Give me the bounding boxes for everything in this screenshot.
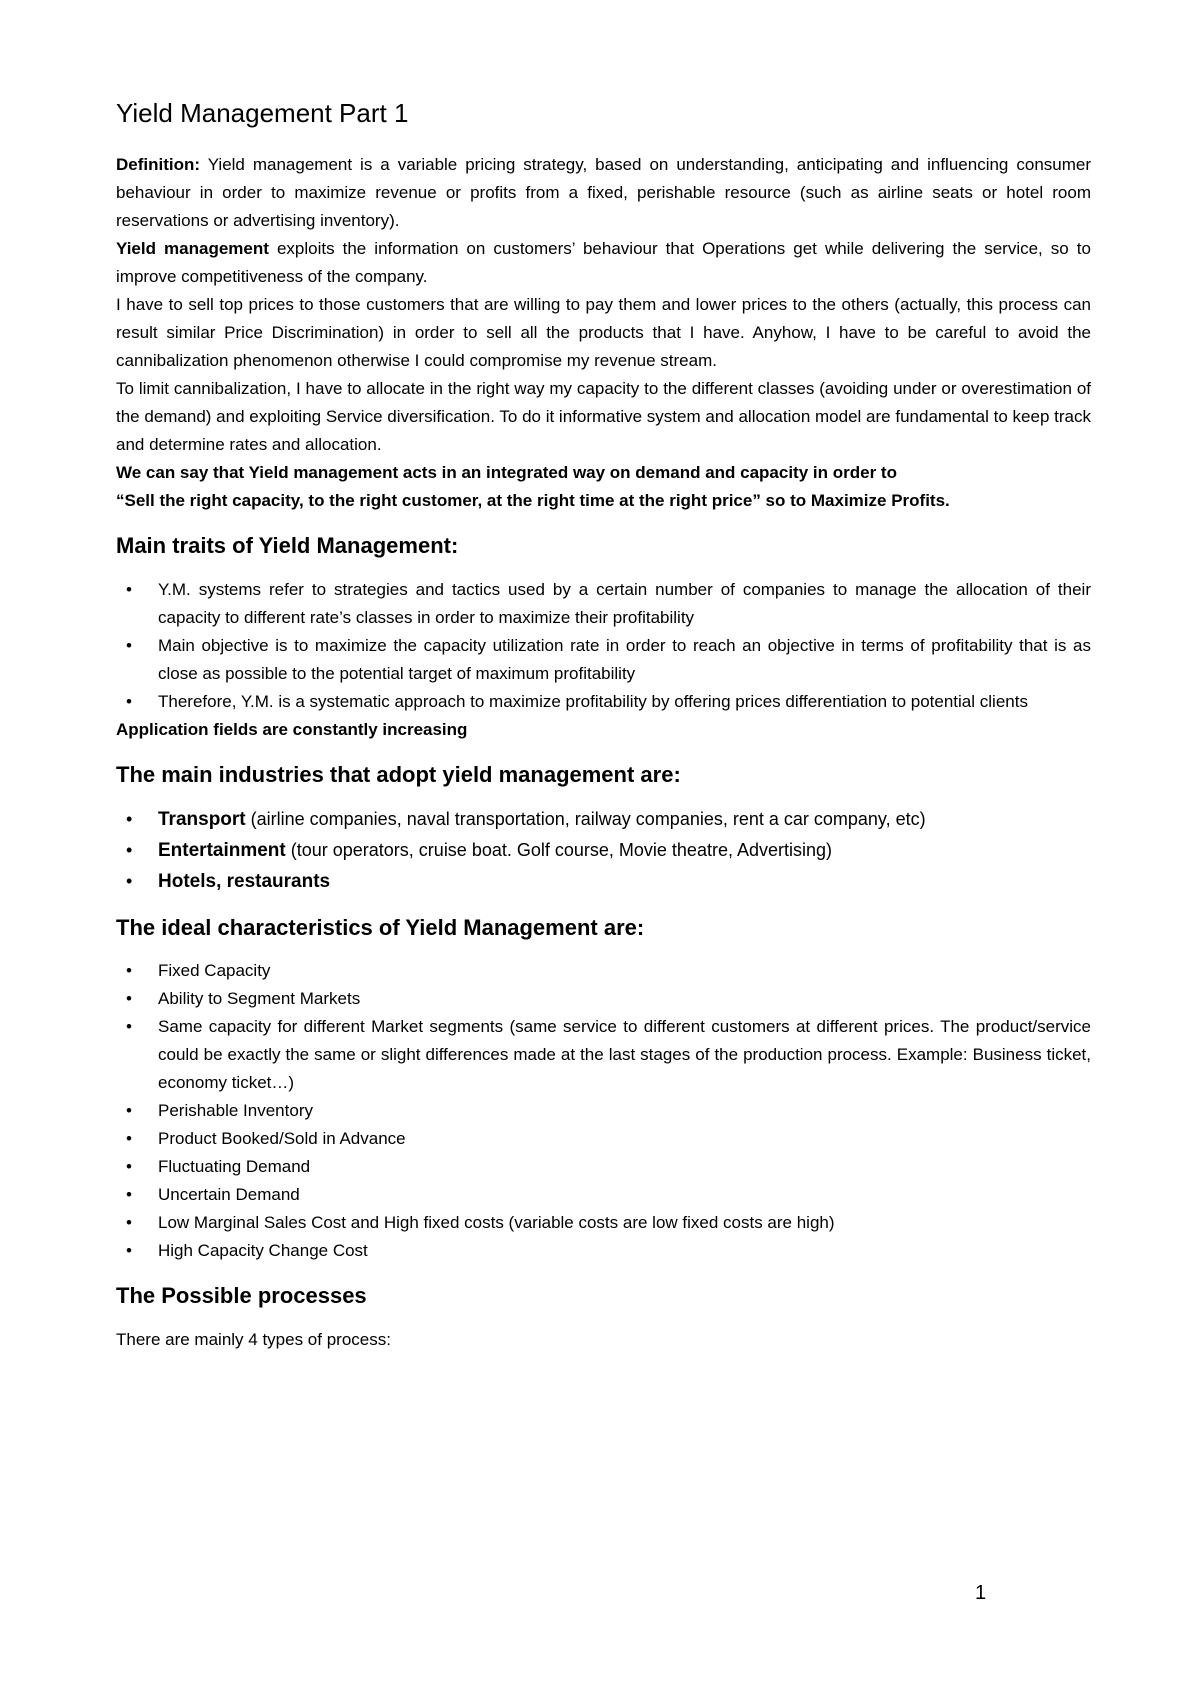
industries-list	[116, 804, 1091, 897]
list-item: • Main objective is to maximize the capacity utilization rate in order to reach an objective in terms of profitability that is as close as possible to the potential target of maximum profitability	[116, 632, 1091, 688]
industries-heading: The main industries that adopt yield management are:	[116, 761, 681, 787]
traits-heading: Main traits of Yield Management:	[116, 533, 459, 559]
exploits-label: Yield management	[116, 239, 269, 259]
list-item	[116, 866, 1091, 897]
list-item: • Perishable Inventory	[116, 1097, 1091, 1125]
list-item: • Ability to Segment Markets	[116, 985, 1091, 1013]
definition-text: Yield management is a variable pricing strategy, based on understanding, anticipating and influencing consumer behaviour in order to maximize revenue or profits from a fixed, perishable resource (such as airline seats or hotel room reservations or advertising inventory).	[116, 155, 1091, 231]
list-item: • Fluctuating Demand	[116, 1153, 1091, 1181]
traits-footer: Application fields are constantly increasing	[116, 719, 468, 739]
page-title: Yield Management Part 1	[116, 98, 409, 128]
traits-list	[116, 576, 1091, 716]
list-item: • Therefore, Y.M. is a systematic approach to maximize profitability by offering prices differentiation to potential clients	[116, 688, 1091, 716]
industry-detail: (airline companies, naval transportation, railway companies, rent a car company, etc)	[245, 808, 926, 829]
definition-label: Definition:	[116, 155, 201, 175]
list-item	[116, 835, 1091, 866]
document-page	[116, 98, 1091, 1354]
list-item: • Product Booked/Sold in Advance	[116, 1125, 1091, 1153]
conclusion-line-1: We can say that Yield management acts in an integrated way on demand and capacity in order to	[116, 463, 897, 483]
page-number: 1	[975, 1582, 987, 1604]
industry-label: Hotels, restaurants	[158, 870, 331, 892]
industry-label: Transport	[158, 808, 246, 830]
definition-paragraph	[116, 151, 1091, 235]
exploits-paragraph	[116, 235, 1091, 291]
processes-heading: The Possible processes	[116, 1283, 367, 1309]
list-item: • Low Marginal Sales Cost and High fixed costs (variable costs are low fixed costs are high)	[116, 1209, 1091, 1237]
characteristics-list	[116, 957, 1091, 1265]
prices-paragraph: I have to sell top prices to those customers that are willing to pay them and lower prices to the others (actually, this process can result similar Price Discrimination) in order to sell all the products that I have. Anyhow, I have to be careful to avoid the cannibalization phenomenon otherwise I could compromise my revenue stream.	[116, 295, 1091, 371]
exploits-text: exploits the information on customers’ behaviour that Operations get while delivering the service, so to improve competitiveness of the company.	[116, 239, 1091, 287]
list-item	[116, 804, 1091, 835]
characteristics-heading: The ideal characteristics of Yield Management are:	[116, 914, 645, 940]
list-item: • Same capacity for different Market segments (same service to different customers at different prices. The product/service could be exactly the same or slight differences made at the last stages of the production process. Example: Business ticket, economy ticket…)	[116, 1013, 1091, 1097]
conclusion-line-2: “Sell the right capacity, to the right customer, at the right time at the right price” so to Maximize Profits.	[116, 491, 950, 511]
list-item: • Y.M. systems refer to strategies and tactics used by a certain number of companies to manage the allocation of their capacity to different rate’s classes in order to maximize their profitability	[116, 576, 1091, 632]
industry-label: Entertainment	[158, 839, 286, 861]
list-item: • Uncertain Demand	[116, 1181, 1091, 1209]
list-item: • Fixed Capacity	[116, 957, 1091, 985]
industry-detail: (tour operators, cruise boat. Golf course, Movie theatre, Advertising)	[285, 839, 832, 860]
processes-intro: There are mainly 4 types of process:	[116, 1329, 391, 1349]
cannibalization-paragraph: To limit cannibalization, I have to allocate in the right way my capacity to the different classes (avoiding under or overestimation of the demand) and exploiting Service diversification. To do it informative system and allocation model are fundamental to keep track and determine rates and allocation.	[116, 379, 1091, 455]
list-item: • High Capacity Change Cost	[116, 1237, 1091, 1265]
